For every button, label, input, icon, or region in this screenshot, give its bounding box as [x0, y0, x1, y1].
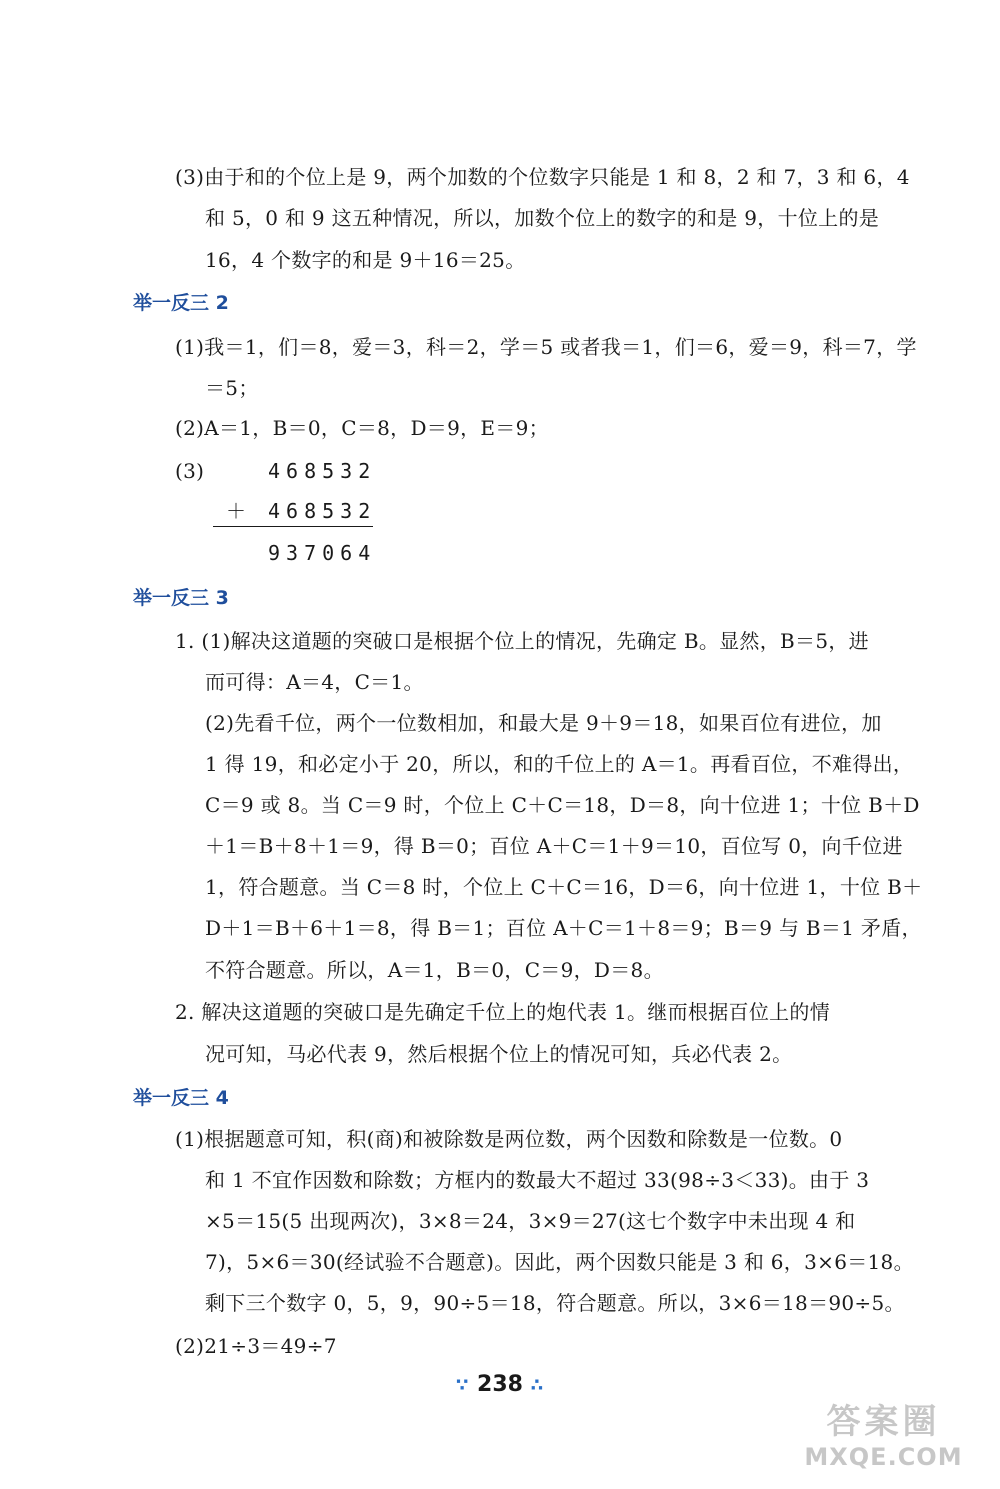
- addition-rule: [213, 526, 373, 527]
- answer-line: 不符合题意。所以，A＝1，B＝0，C＝9，D＝8。: [205, 958, 664, 982]
- footer-dots-icon: ∵: [455, 1375, 470, 1396]
- answer-line: (2)A＝1，B＝0，C＝8，D＝9，E＝9；: [175, 416, 549, 440]
- answer-line: 1，符合题意。当 C＝8 时，个位上 C＋C＝16，D＝6，向十位进 1，十位 B＋: [205, 875, 923, 899]
- addition-addend-2: 468532: [268, 499, 377, 523]
- answer-line: 剩下三个数字 0，5，9，90÷5＝18，符合题意。所以，3×6＝18＝90÷5。: [205, 1291, 905, 1315]
- answer-line: 1 得 19，和必定小于 20，所以，和的千位上的 A＝1。再看百位，不难得出，: [205, 752, 914, 776]
- answer-line: ＋1＝B＋8＋1＝9，得 B＝0；百位 A＋C＝1＋9＝10，百位写 0，向千位进: [205, 834, 903, 858]
- footer-dots-icon: ∴: [530, 1375, 545, 1396]
- answer-line: 1. (1)解决这道题的突破口是根据个位上的情况，先确定 B。显然，B＝5，进: [175, 629, 869, 653]
- section-heading: 举一反三 2: [133, 292, 229, 314]
- addition-addend-1: 468532: [268, 459, 377, 483]
- answer-line: 7)，5×6＝30(经试验不合题意)。因此，两个因数只能是 3 和 6，3×6＝18。: [205, 1250, 914, 1274]
- answer-line: D＋1＝B＋6＋1＝8，得 B＝1；百位 A＋C＝1＋8＝9；B＝9 与 B＝1 矛盾，: [205, 916, 922, 940]
- page-number: 238: [477, 1372, 523, 1397]
- watermark: [781, 1394, 986, 1471]
- answer-line: ＝5；: [205, 376, 259, 400]
- intro-line: 和 5，0 和 9 这五种情况，所以，加数个位上的数字的和是 9，十位上的是: [205, 206, 880, 230]
- watermark-url: MXQE.COM: [804, 1443, 963, 1471]
- answer-line: (1)根据题意可知，积(商)和被除数是两位数，两个因数和除数是一位数。0: [175, 1127, 843, 1151]
- addition-sum: 937064: [268, 541, 377, 565]
- answer-line: (1)我＝1，们＝8，爱＝3，科＝2，学＝5 或者我＝1，们＝6，爱＝9，科＝7，学: [175, 335, 917, 359]
- answer-line: 2. 解决这道题的突破口是先确定千位上的炮代表 1。继而根据百位上的情: [175, 1000, 831, 1024]
- addition-label: (3): [175, 459, 205, 483]
- answer-line: 而可得：A＝4，C＝1。: [205, 670, 424, 694]
- answer-line: ×5＝15(5 出现两次)，3×8＝24，3×9＝27(这七个数字中未出现 4 和: [205, 1209, 856, 1233]
- section-heading: 举一反三 4: [133, 1087, 229, 1109]
- intro-line: 16，4 个数字的和是 9＋16＝25。: [205, 248, 526, 272]
- answer-line: C＝9 或 8。当 C＝9 时，个位上 C＋C＝18，D＝8，向十位进 1；十位 B＋D: [205, 793, 920, 817]
- answer-line: 况可知，马必代表 9，然后根据个位上的情况可知，兵必代表 2。: [205, 1042, 793, 1066]
- answer-line: 和 1 不宜作因数和除数；方框内的数最大不超过 33(98÷3＜33)。由于 3: [205, 1168, 870, 1192]
- answer-line: (2)21÷3＝49÷7: [175, 1334, 337, 1358]
- watermark-title: 答案圈: [826, 1402, 941, 1442]
- answer-line: (2)先看千位，两个一位数相加，和最大是 9＋9＝18，如果百位有进位，加: [205, 711, 882, 735]
- section-heading: 举一反三 3: [133, 587, 229, 609]
- intro-line: (3)由于和的个位上是 9，两个加数的个位数字只能是 1 和 8，2 和 7，3 和 6，4: [175, 165, 910, 189]
- addition-operator: ＋: [226, 499, 247, 523]
